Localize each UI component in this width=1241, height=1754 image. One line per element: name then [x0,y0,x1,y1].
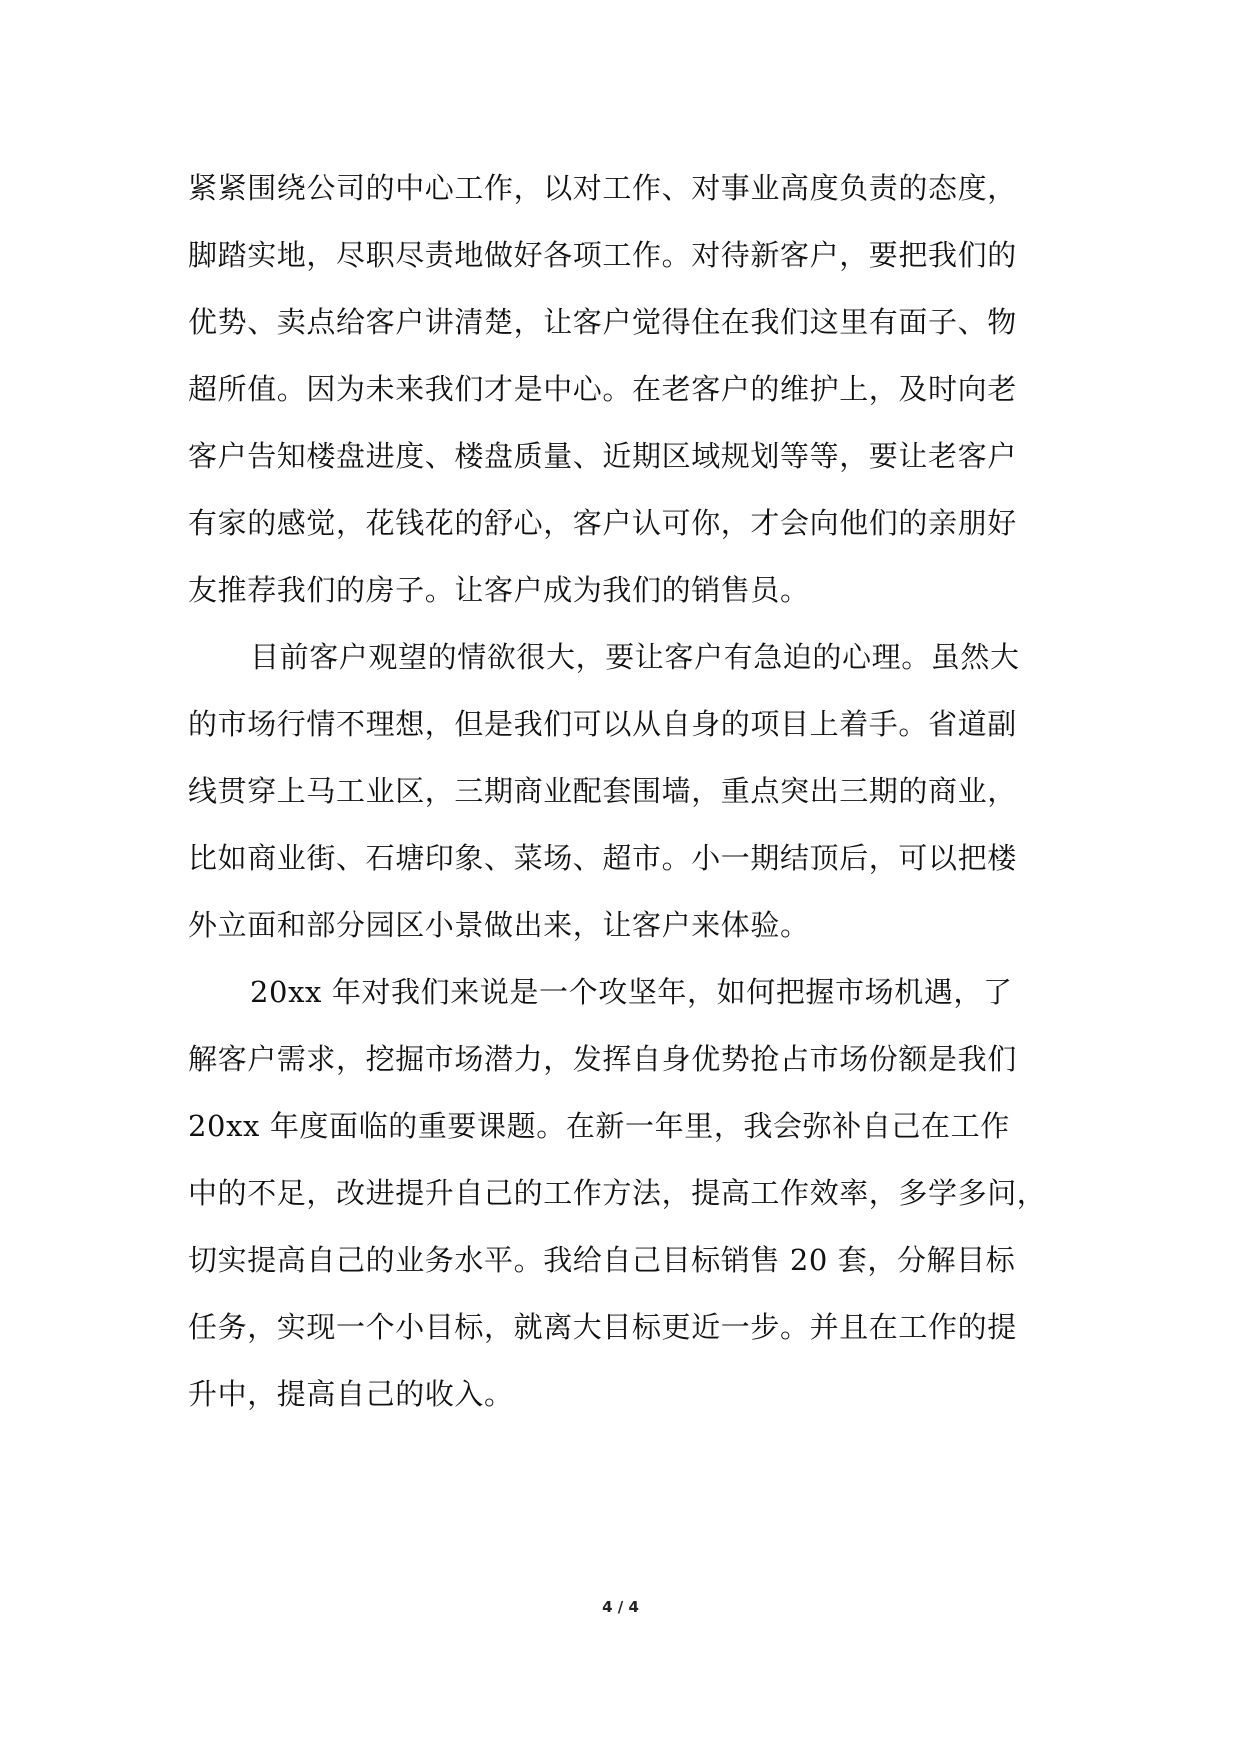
text-line: 的市场行情不理想，但是我们可以从自身的项目上着手。省道副 [188,707,1017,741]
paragraph-first-line: 目前客户观望的情欲很大，要让客户有急迫的心理。虽然大 [250,640,1020,674]
text-line: 切实提高自己的业务水平。我给自己目标销售 20 套，分解目标 [188,1243,1016,1277]
text-line: 优势、卖点给客户讲清楚，让客户觉得住在我们这里有面子、物 [188,305,1017,339]
text-line: 有家的感觉，花钱花的舒心，客户认可你，才会向他们的亲朋好 [188,506,1017,540]
text-line: 超所值。因为未来我们才是中心。在老客户的维护上，及时向老 [188,372,1017,406]
text-line: 升中，提高自己的收入。 [188,1377,514,1411]
text-line: 友推荐我们的房子。让客户成为我们的销售员。 [188,573,810,607]
text-line: 脚踏实地，尽职尽责地做好各项工作。对待新客户，要把我们的 [188,238,1017,272]
text-line: 紧紧围绕公司的中心工作，以对工作、对事业高度负责的态度， [188,171,1017,205]
text-line: 比如商业街、石塘印象、菜场、超市。小一期结顶后，可以把楼 [188,841,1017,875]
document-body [188,155,1058,1428]
text-line: 外立面和部分园区小景做出来，让客户来体验。 [188,908,810,942]
text-line: 20xx 年度面临的重要课题。在新一年里，我会弥补自己在工作 [188,1109,1010,1143]
text-line: 线贯穿上马工业区，三期商业配套围墙，重点突出三期的商业， [188,774,1017,808]
text-line: 客户告知楼盘进度、楼盘质量、近期区域规划等等，要让老客户 [188,439,1017,473]
paragraph-first-line: 20xx 年对我们来说是一个攻坚年，如何把握市场机遇，了 [250,975,1013,1009]
text-line: 任务，实现一个小目标，就离大目标更近一步。并且在工作的提 [188,1310,1017,1344]
page-number: 4 / 4 [602,1598,639,1616]
text-line: 中的不足，改进提升自己的工作方法，提高工作效率，多学多问， [188,1176,1047,1210]
text-line: 解客户需求，挖掘市场潜力，发挥自身优势抢占市场份额是我们 [188,1042,1017,1076]
